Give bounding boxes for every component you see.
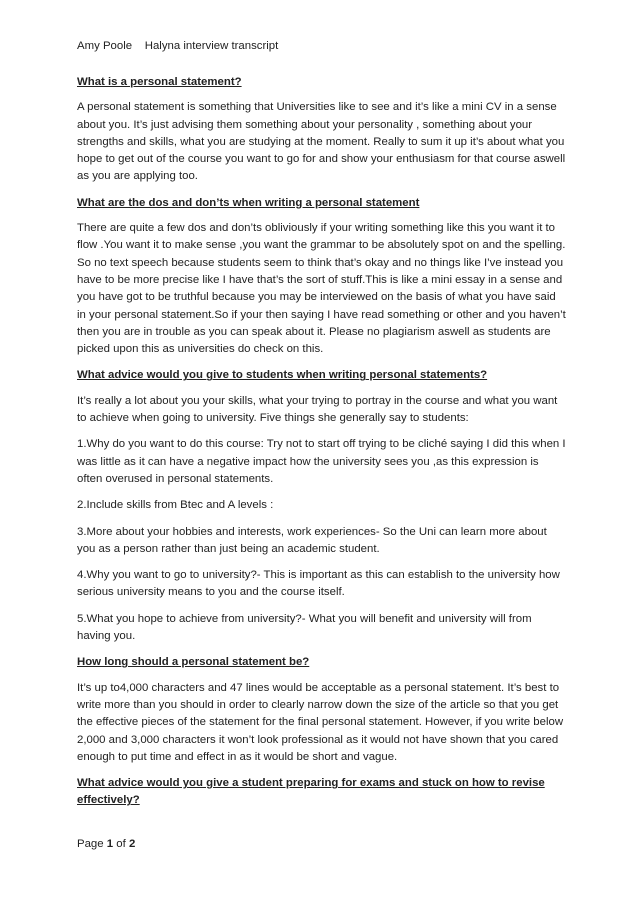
current-page-number: 1 [106,838,114,850]
section-paragraph: It’s really a lot about you your skills, what your trying to portray in the course and what you want to achieve when going to university. Five things she generally say to students: [77,394,558,425]
total-pages-number: 2 [128,838,136,850]
section-heading: How long should a personal statement be? [77,656,310,669]
of-label: of [116,838,126,850]
section-paragraph: There are quite a few dos and don’ts obliviously if your writing something like this you want it to flow .You want it to make sense ,you want the grammar to be absolutely spot on and the spelling. So no text speech because students seem to think that’s okay and no things like I’ve instead you have to be more precise like I have that’s the sort of stuff.This is like a mini essay in a sense and you have got to be truthful because you may be interviewed on the basis of what you have said in your personal statement.So if your then saying I have read something or other and you haven’t then you are in trouble as you can speak about it. Please no plagiarism aswell as students are picked upon this as universities do check on this. [77,222,566,356]
section-paragraph: It’s up to4,000 characters and 47 lines would be acceptable as a personal statement. It’s best to write more than you should in order to clearly narrow down the size of the article so that you get the effective pieces of the statement for the final personal statement. However, if you write below 2,000 and 3,000 characters it won’t look professional as it would not have shown that you cared enough to put time and effect in as it would be short and vague. [77,681,564,763]
page-header: Amy Poole Halyna interview transcript [77,40,279,52]
page-footer [77,836,135,852]
section-heading: What is a personal statement? [77,76,242,88]
document-body [77,74,567,818]
list-item-paragraph: 4.Why you want to go to university?- This is important as this can establish to the university how serious university means to you and the course itself. [77,569,560,599]
list-item-paragraph: 5.What you hope to achieve from university?- What you will benefit and university will from having you. [77,612,532,643]
list-item-paragraph: 2.Include skills from Btec and A levels : [77,499,274,512]
section-heading: What advice would you give a student preparing for exams and stuck on how to revise effectively? [77,777,545,807]
section-paragraph: A personal statement is something that Universities like to see and it’s like a mini CV in a sense about you. It’s just advising them something about your personality , something about your strengths and skills, what you are studying at the moment. Really to sum it up it’s about what you hope to get out of the course you want to go for and show your enthusiasm for that course aswell as you are applying too. [77,101,566,183]
list-item-paragraph: 1.Why do you want to do this course: Try not to start off trying to be cliché saying I did this when I was little as it can have a negative impact how the university sees you ,as this expression is often overused in personal statements. [77,438,566,485]
page-label: Page [77,838,104,850]
section-heading: What are the dos and don’ts when writing a personal statement [77,196,420,209]
list-item-paragraph: 3.More about your hobbies and interests, work experiences- So the Uni can learn more about you as a person rather than just being an academic student. [77,525,547,555]
section-heading: What advice would you give to students when writing personal statements? [77,369,488,382]
